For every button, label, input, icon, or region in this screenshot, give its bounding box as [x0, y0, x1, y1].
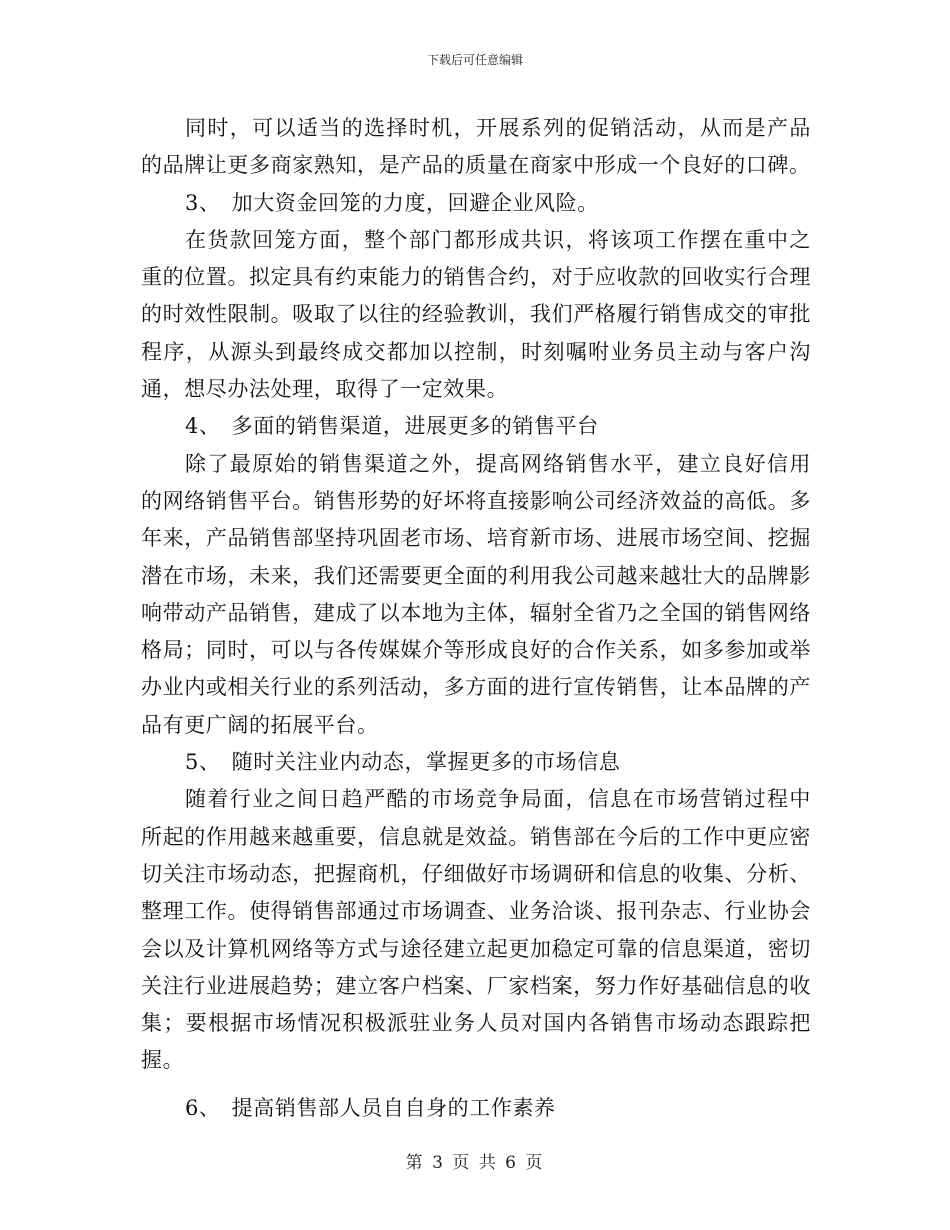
document-body [141, 110, 811, 1127]
paragraph-payment-collection: 在货款回笼方面，整个部门都形成共识，将该项工作摆在重中之重的位置。拟定具有约束能力的销售合约，对于应收款的回收实行合理的时效性限制。吸取了以往的经验教训，我们严格履行销售成交的审批程序，从源头到最终成交都加以控制，时刻嘱咐业务员主动与客户沟通，想尽办法处理，取得了一定效果。 [141, 227, 811, 402]
page-number-footer: 第 3 页 共 6 页 [405, 1153, 545, 1173]
section-heading-4: 4、 多面的销售渠道，进展更多的销售平台 [185, 414, 599, 439]
page-header: 下载后可任意编辑 [426, 53, 523, 67]
paragraph-market-info: 随着行业之间日趋严酷的市场竞争局面，信息在市场营销过程中所起的作用越来越重要，信息就是效益。销售部在今后的工作中更应密切关注市场动态，把握商机，仔细做好市场调研和信息的收集、分析、整理工作。使得销售部通过市场调查、业务洽谈、报刊杂志、行业协会会以及计算机网络等方式与途径建立起更加稳定可靠的信息渠道，密切关注行业进展趋势；建立客户档案、厂家档案，努力作好基础信息的收集；要根据市场情况积极派驻业务人员对国内各销售市场动态跟踪把握。 [141, 787, 811, 1073]
paragraph-sales-channels: 除了最原始的销售渠道之外，提高网络销售水平，建立良好信用的网络销售平台。销售形势的好坏将直接影响公司经济效益的高低。多年来，产品销售部坚持巩固老市场、培育新市场、进展市场空间、挖掘潜在市场，未来，我们还需要更全面的利用我公司越来越壮大的品牌影响带动产品销售，建成了以本地为主体，辐射全省乃之全国的销售网络格局；同时，可以与各传媒媒介等形成良好的合作关系，如多参加或举办业内或相关行业的系列活动，多方面的进行宣传销售，让本品牌的产品有更广阔的拓展平台。 [141, 451, 811, 737]
section-heading-5: 5、 随时关注业内动态，掌握更多的市场信息 [185, 750, 621, 775]
section-heading-3: 3、 加大资金回笼的力度，回避企业风险。 [185, 190, 599, 215]
paragraph-promotion: 同时，可以适当的选择时机，开展系列的促销活动，从而是产品的品牌让更多商家熟知，是产品的质量在商家中形成一个良好的口碑。 [141, 116, 811, 178]
section-heading-6: 6、 提高销售部人员自自身的工作素养 [185, 1095, 556, 1120]
